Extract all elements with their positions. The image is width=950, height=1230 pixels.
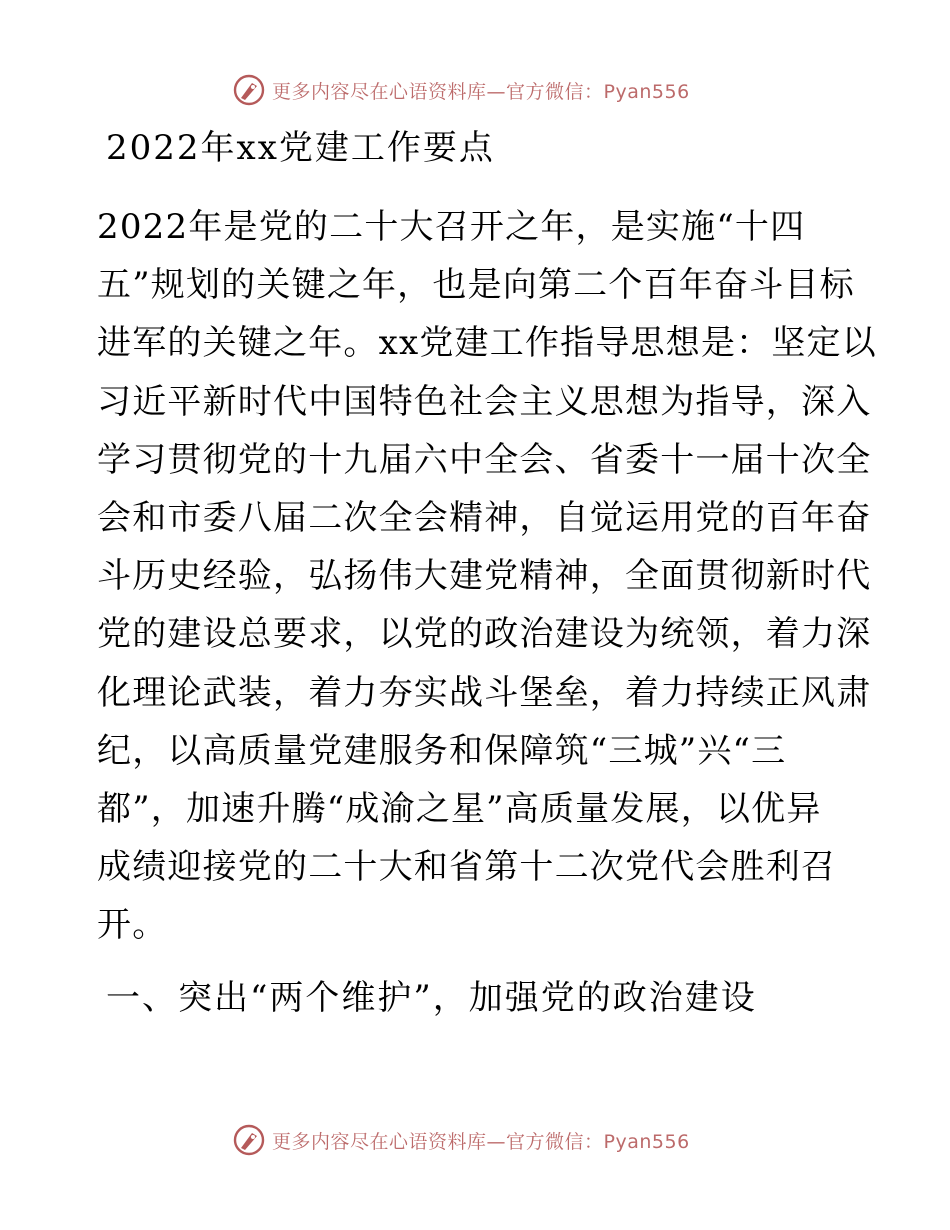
document-title: 2022年xx党建工作要点: [106, 128, 495, 168]
section-heading: 一、突出“两个维护”，加强党的政治建设: [106, 978, 757, 1018]
paragraph-line: 习近平新时代中国特色社会主义思想为指导，深入: [97, 381, 872, 422]
pen-nib-circle-icon: [232, 1123, 266, 1157]
pen-nib-circle-icon: [232, 73, 266, 107]
header-watermark: [232, 72, 690, 108]
paragraph-line: 会和市委八届二次全会精神，自觉运用党的百年奋: [97, 497, 872, 538]
footer-watermark: [232, 1122, 690, 1158]
paragraph-line: 纪，以高质量党建服务和保障筑“三城”兴“三: [97, 730, 787, 771]
paragraph-line: 党的建设总要求，以党的政治建设为统领，着力深: [97, 614, 872, 655]
paragraph-line: 化理论武装，着力夯实战斗堡垒，着力持续正风肃: [97, 672, 872, 713]
document-paragraph: [97, 198, 877, 954]
paragraph-line: 成绩迎接党的二十大和省第十二次党代会胜利召: [97, 847, 837, 888]
paragraph-line: 开。: [97, 905, 168, 946]
paragraph-line: 斗历史经验，弘扬伟大建党精神，全面贯彻新时代: [97, 556, 872, 597]
watermark-text: 更多内容尽在心语资料库—官方微信：Pyan556: [272, 80, 690, 103]
paragraph-line: 进军的关键之年。xx党建工作指导思想是：坚定以: [97, 323, 877, 364]
paragraph-line: 2022年是党的二十大召开之年，是实施“十四: [97, 207, 806, 247]
paragraph-line: 五”规划的关键之年，也是向第二个百年奋斗目标: [97, 265, 855, 306]
watermark-text: 更多内容尽在心语资料库—官方微信：Pyan556: [272, 1130, 690, 1153]
paragraph-line: 都”，加速升腾“成渝之星”高质量发展，以优异: [97, 788, 822, 829]
paragraph-line: 学习贯彻党的十九届六中全会、省委十一届十次全: [97, 439, 872, 480]
